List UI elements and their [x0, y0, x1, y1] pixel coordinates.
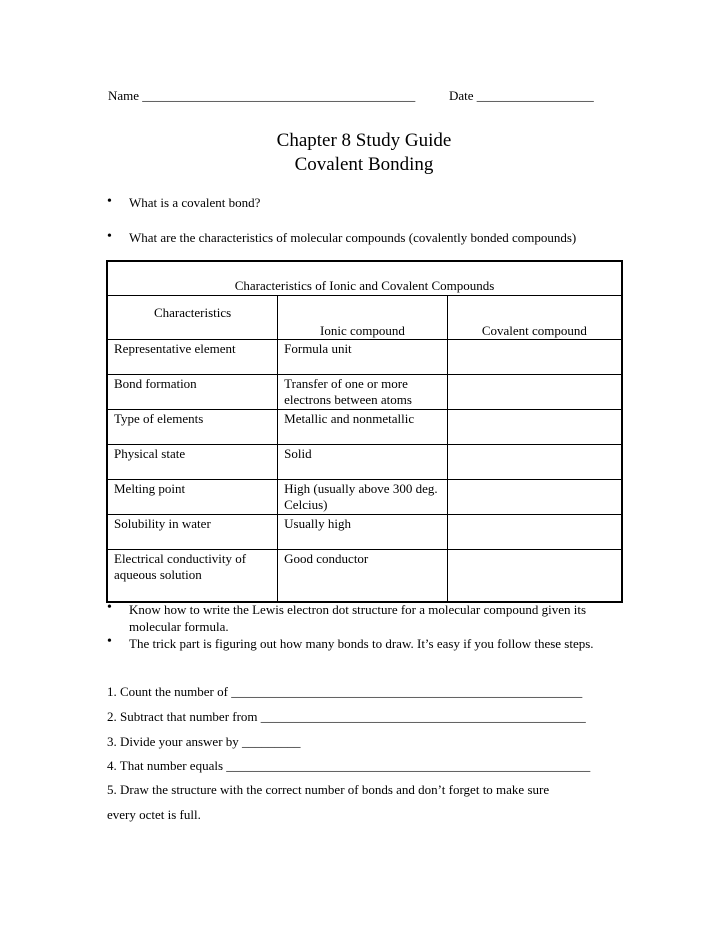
- ionic-cell: Transfer of one or more electrons between atoms: [278, 375, 448, 410]
- date-field: Date __________________: [449, 88, 594, 103]
- characteristic-cell: Physical state: [107, 445, 278, 480]
- step-4: 4. That number equals ________________________________________________________: [107, 758, 591, 773]
- ionic-cell: Formula unit: [278, 340, 448, 375]
- table-header-row: [107, 296, 622, 340]
- table-row: [107, 340, 622, 375]
- step-5-continued: every octet is full.: [107, 807, 201, 822]
- page-subtitle: Covalent Bonding: [294, 154, 434, 175]
- covalent-cell: [447, 340, 622, 375]
- step-2: 2. Subtract that number from __________________________________________________: [107, 709, 586, 724]
- ionic-cell: Metallic and nonmetallic: [278, 410, 448, 445]
- note-2: The trick part is figuring out how many bonds to draw. It’s easy if you follow these steps.: [129, 636, 594, 651]
- bullet-icon: •: [107, 229, 112, 244]
- covalent-cell: [447, 445, 622, 480]
- characteristic-cell: Melting point: [107, 480, 278, 515]
- characteristic-cell: Type of elements: [107, 410, 278, 445]
- ionic-cell: High (usually above 300 deg. Celcius): [278, 480, 448, 515]
- covalent-cell: [447, 375, 622, 410]
- table-row: [107, 445, 622, 480]
- step-3: 3. Divide your answer by _________: [107, 734, 301, 749]
- table-row: [107, 375, 622, 410]
- table-row: [107, 515, 622, 550]
- table-caption-row: [107, 261, 622, 296]
- bullet-icon: •: [107, 600, 112, 615]
- table-row: [107, 410, 622, 445]
- characteristic-cell: Solubility in water: [107, 515, 278, 550]
- page-title: Chapter 8 Study Guide: [276, 130, 452, 151]
- ionic-cell: Usually high: [278, 515, 448, 550]
- column-header-covalent: Covalent compound: [447, 296, 622, 340]
- characteristic-cell: Electrical conductivity of aqueous solution: [107, 550, 278, 603]
- covalent-cell: [447, 550, 622, 603]
- ionic-cell: Solid: [278, 445, 448, 480]
- question-2: What are the characteristics of molecular compounds (covalently bonded compounds): [129, 230, 577, 245]
- step-5: 5. Draw the structure with the correct number of bonds and don’t forget to make sure: [107, 782, 550, 797]
- table-row: [107, 550, 622, 603]
- step-1: 1. Count the number of ______________________________________________________: [107, 684, 583, 699]
- table-caption: Characteristics of Ionic and Covalent Compounds: [107, 261, 622, 296]
- question-1: What is a covalent bond?: [129, 195, 261, 210]
- covalent-cell: [447, 515, 622, 550]
- covalent-cell: [447, 410, 622, 445]
- characteristics-table: [106, 260, 623, 603]
- characteristic-cell: Bond formation: [107, 375, 278, 410]
- column-header-characteristics: Characteristics: [107, 296, 278, 340]
- characteristic-cell: Representative element: [107, 340, 278, 375]
- covalent-cell: [447, 480, 622, 515]
- ionic-cell: Good conductor: [278, 550, 448, 603]
- name-field: Name __________________________________________: [108, 88, 416, 103]
- table-row: [107, 480, 622, 515]
- bullet-icon: •: [107, 194, 112, 209]
- column-header-ionic: Ionic compound: [278, 296, 448, 340]
- bullet-icon: •: [107, 634, 112, 649]
- note-1: Know how to write the Lewis electron dot structure for a molecular compound given its molecular formula.: [129, 602, 587, 634]
